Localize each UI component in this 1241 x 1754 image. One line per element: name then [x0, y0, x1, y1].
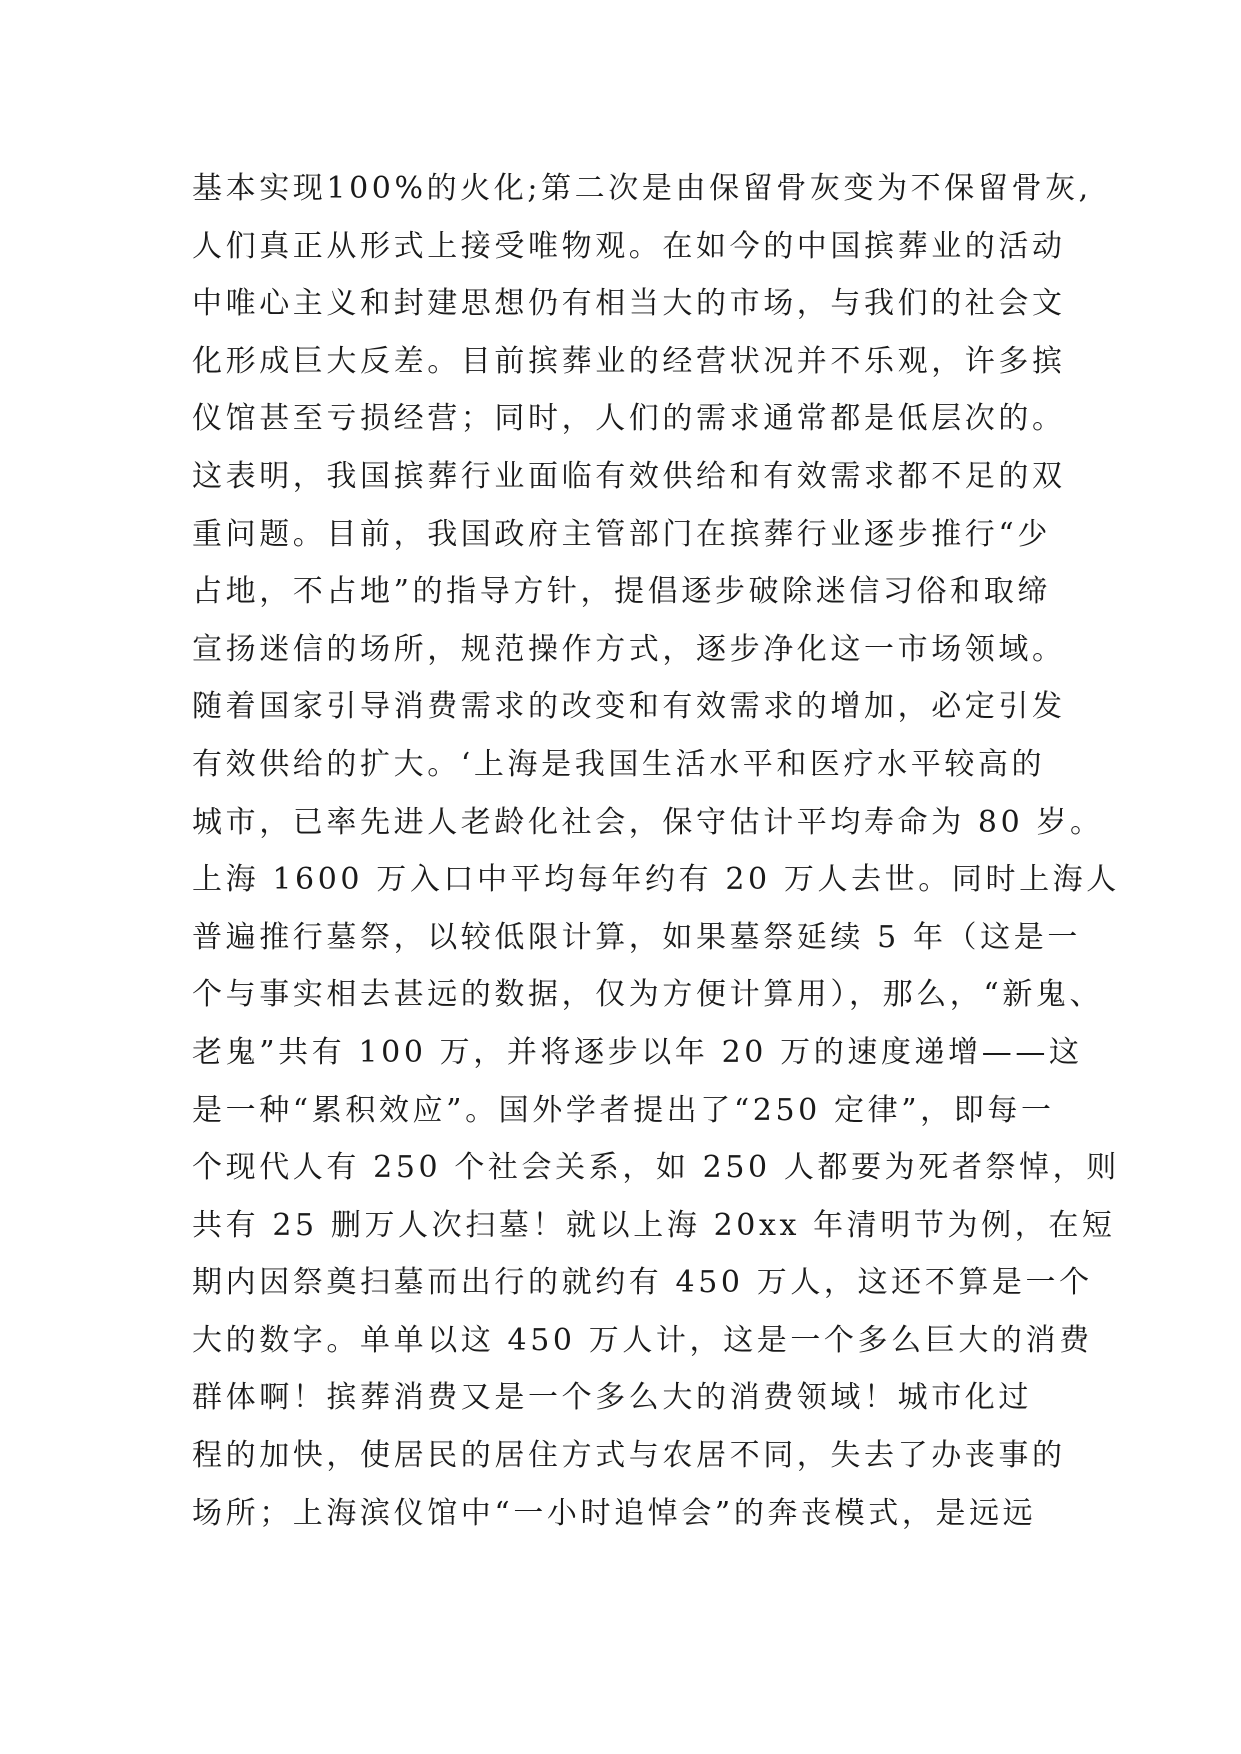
text-line: 老鬼”共有 100 万，并将逐步以年 20 万的速度递增——这	[192, 1034, 1083, 1070]
text-line: 基本实现100%的火化;第二次是由保留骨灰变为不保留骨灰,	[192, 171, 1092, 206]
text-line: 占地，不占地”的指导方针，提倡逐步破除迷信习俗和取缔	[192, 574, 1051, 610]
text-line: 宣扬迷信的场所，规范操作方式，逐步净化这一市场领域。	[192, 631, 1066, 667]
text-line: 有效供给的扩大。‘上海是我国生活水平和医疗水平较高的	[192, 746, 1046, 782]
text-line: 随着国家引导消费需求的改变和有效需求的增加，必定引发	[192, 689, 1066, 725]
text-line: 共有 25 删万人次扫墓！就以上海 20xx 年清明节为例，在短	[192, 1207, 1116, 1243]
text-line: 期内因祭奠扫墓而出行的就约有 450 万人，这还不算是一个	[192, 1265, 1093, 1301]
text-line: 群体啊！摈葬消费又是一个多么大的消费领域！城市化过	[192, 1380, 1032, 1416]
text-line: 这表明，我国摈葬行业面临有效供给和有效需求都不足的双	[192, 458, 1066, 494]
text-line: 城市，已率先进人老龄化社会，保守估计平均寿命为 80 岁。	[192, 804, 1104, 840]
text-line: 化形成巨大反差。目前摈葬业的经营状况并不乐观，许多摈	[192, 343, 1066, 379]
text-line: 仪馆甚至亏损经营；同时，人们的需求通常都是低层次的。	[192, 401, 1066, 437]
text-line: 中唯心主义和封建思想仍有相当大的市场，与我们的社会文	[192, 286, 1066, 322]
text-line: 普遍推行墓祭，以较低限计算，如果墓祭延续 5 年（这是一	[192, 919, 1081, 955]
text-line: 场所；上海滨仪馆中“一小时追悼会”的奔丧模式，是远远	[192, 1495, 1037, 1531]
text-line: 是一种“累积效应”。国外学者提出了“250 定律”，即每一	[192, 1092, 1055, 1128]
text-line: 程的加快，使居民的居住方式与农居不同，失去了办丧事的	[192, 1438, 1066, 1474]
text-line: 大的数字。单单以这 450 万人计，这是一个多么巨大的消费	[192, 1322, 1093, 1358]
text-line: 上海 1600 万入口中平均每年约有 20 万人去世。同时上海人	[192, 862, 1120, 898]
body-text	[192, 160, 1120, 1542]
text-line: 个与事实相去甚远的数据，仅为方便计算用），那么，“新鬼、	[192, 977, 1104, 1013]
text-line: 个现代人有 250 个社会关系，如 250 人都要为死者祭悼，则	[192, 1150, 1120, 1186]
text-line: 人们真正从形式上接受唯物观。在如今的中国摈葬业的活动	[192, 228, 1066, 264]
text-line: 重问题。目前，我国政府主管部门在摈葬行业逐步推行“少	[192, 516, 1051, 552]
